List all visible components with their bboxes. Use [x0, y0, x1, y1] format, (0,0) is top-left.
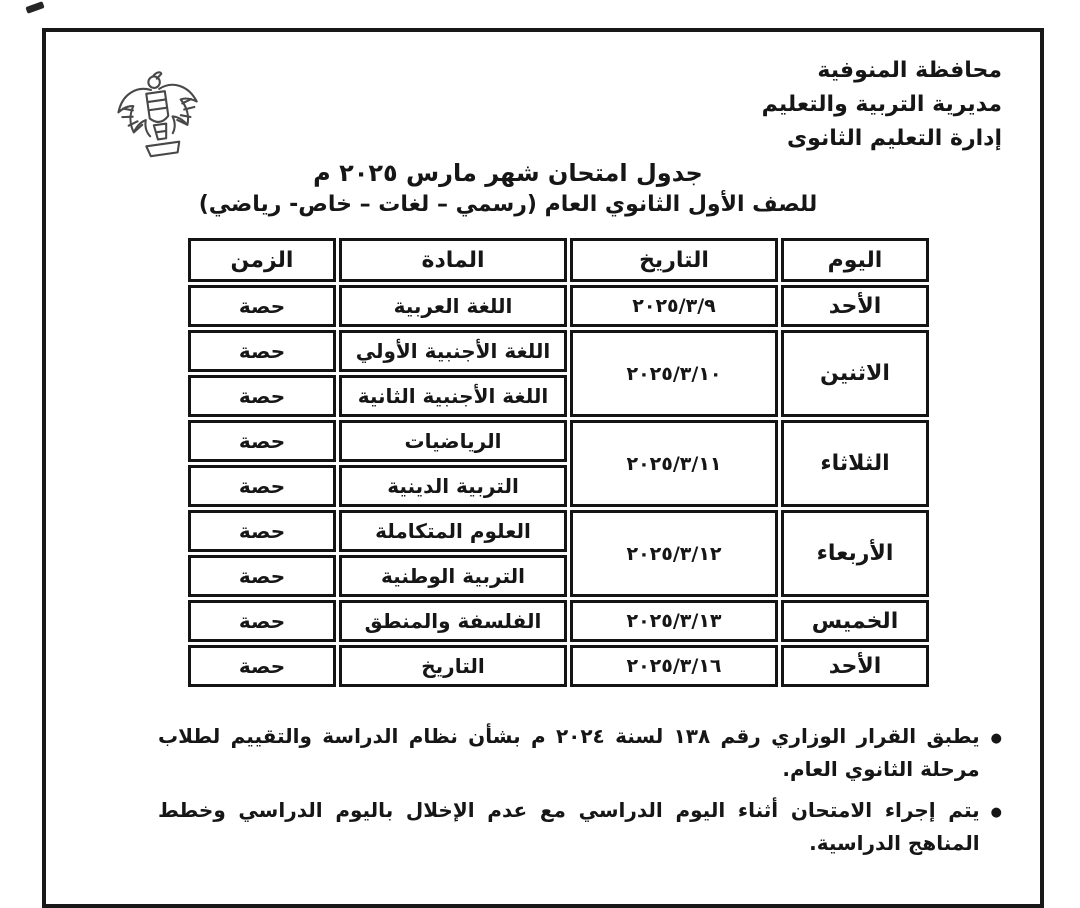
time-cell: حصة: [188, 600, 336, 642]
date-cell: ٢٠٢٥/٣/١٠: [570, 330, 778, 417]
subject-cell: اللغة الأجنبية الثانية: [339, 375, 567, 417]
subject-cell: التاريخ: [339, 645, 567, 687]
subject-cell: العلوم المتكاملة: [339, 510, 567, 552]
time-cell: حصة: [188, 420, 336, 462]
exam-grade-subtitle: للصف الأول الثانوي العام (رسمي – لغات – خاص- رياضي): [198, 192, 818, 217]
exam-schedule: [185, 235, 932, 690]
subject-cell: اللغة العربية: [339, 285, 567, 327]
subject-cell: التربية الوطنية: [339, 555, 567, 597]
day-cell: الأحد: [781, 285, 929, 327]
scan-artifact: [25, 1, 44, 14]
time-cell: حصة: [188, 645, 336, 687]
subject-cell: الفلسفة والمنطق: [339, 600, 567, 642]
day-cell: الأربعاء: [781, 510, 929, 597]
date-cell: ٢٠٢٥/٣/١٢: [570, 510, 778, 597]
table-row: [188, 510, 929, 552]
table-row: [188, 645, 929, 687]
day-cell: الثلاثاء: [781, 420, 929, 507]
org-line-directorate: مديرية التربية والتعليم: [761, 92, 1002, 117]
col-header-time: الزمن: [188, 238, 336, 282]
day-cell: الاثنين: [781, 330, 929, 417]
exam-month-title: جدول امتحان شهر مارس ٢٠٢٥ م: [313, 159, 703, 187]
document-frame: [42, 28, 1044, 908]
subject-cell: الرياضيات: [339, 420, 567, 462]
time-cell: حصة: [188, 375, 336, 417]
org-header: [762, 54, 1002, 156]
subject-cell: التربية الدينية: [339, 465, 567, 507]
time-cell: حصة: [188, 285, 336, 327]
note-item: [158, 720, 1002, 786]
note-text: يتم إجراء الامتحان أثناء اليوم الدراسي مع عدم الإخلال باليوم الدراسي وخطط المناهج الدراسية.: [158, 798, 980, 855]
day-cell: الأحد: [781, 645, 929, 687]
org-line-administration: إدارة التعليم الثانوى: [786, 126, 1002, 151]
note-item: [158, 794, 1002, 860]
date-cell: ٢٠٢٥/٣/٩: [570, 285, 778, 327]
eagle-emblem-icon: [99, 51, 216, 168]
table-row: [188, 420, 929, 462]
table-header-row: [188, 238, 929, 282]
footnotes: [158, 720, 1002, 868]
subject-cell: اللغة الأجنبية الأولي: [339, 330, 567, 372]
date-cell: ٢٠٢٥/٣/١١: [570, 420, 778, 507]
table-row: [188, 600, 929, 642]
exam-schedule-table: [185, 235, 932, 690]
table-row: [188, 330, 929, 372]
date-cell: ٢٠٢٥/٣/١٦: [570, 645, 778, 687]
col-header-date: التاريخ: [570, 238, 778, 282]
bullet-icon: ●: [990, 805, 1002, 820]
note-text: يطبق القرار الوزاري رقم ١٣٨ لسنة ٢٠٢٤ م بشأن نظام الدراسة والتقييم لطلاب مرحلة الثانوي العام.: [158, 724, 980, 781]
col-header-subject: المادة: [339, 238, 567, 282]
table-row: [188, 285, 929, 327]
time-cell: حصة: [188, 465, 336, 507]
col-header-day: اليوم: [781, 238, 929, 282]
time-cell: حصة: [188, 510, 336, 552]
org-line-governorate: محافظة المنوفية: [817, 58, 1002, 83]
document-titles: [96, 159, 920, 217]
time-cell: حصة: [188, 555, 336, 597]
day-cell: الخميس: [781, 600, 929, 642]
bullet-icon: ●: [990, 731, 1002, 746]
date-cell: ٢٠٢٥/٣/١٣: [570, 600, 778, 642]
time-cell: حصة: [188, 330, 336, 372]
